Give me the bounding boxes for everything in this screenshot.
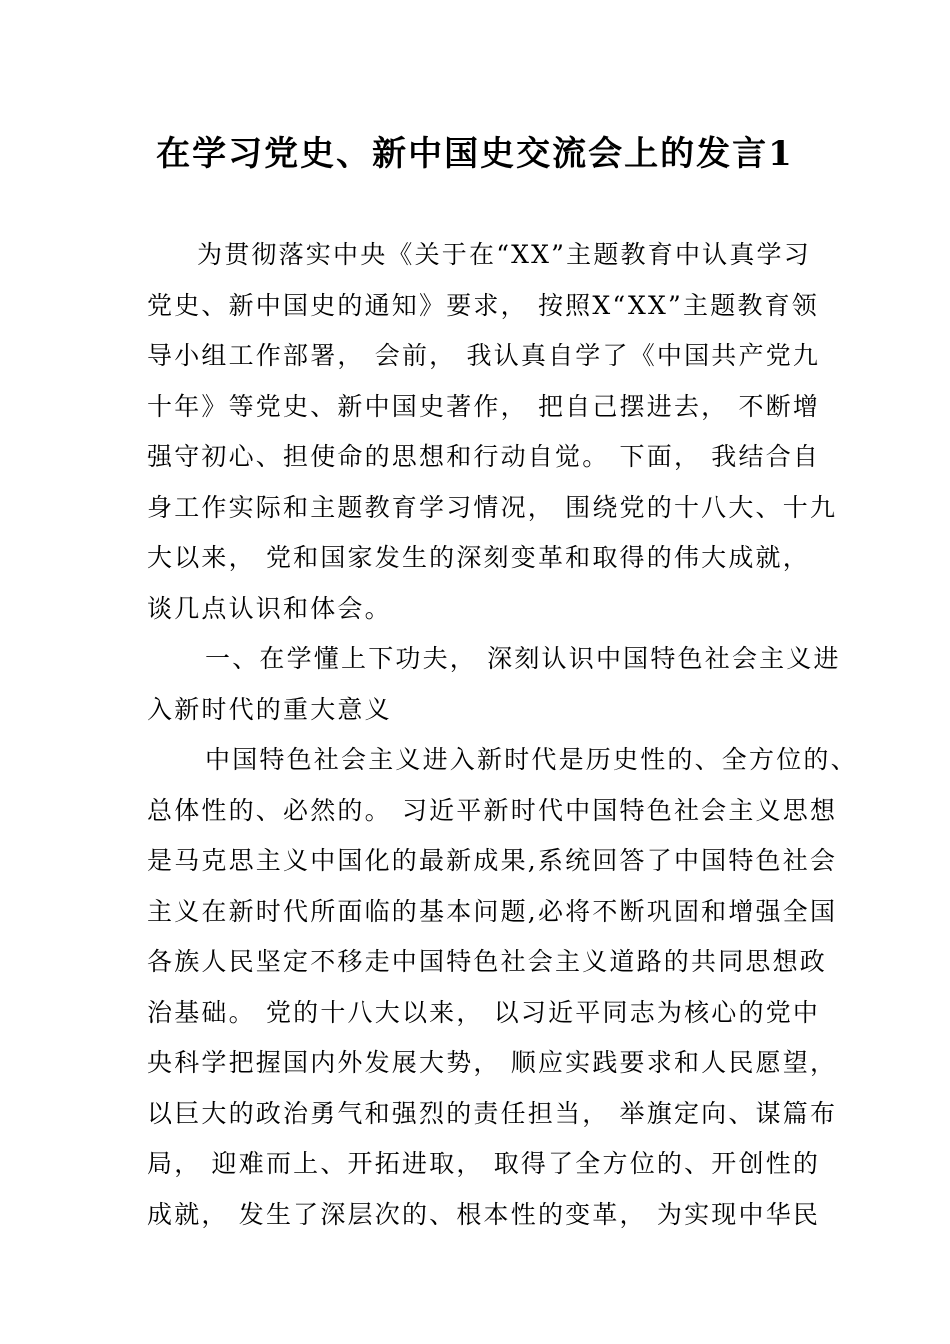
paragraph-line: 谈几点认识和体会。	[147, 593, 392, 623]
paragraph-line: 各族人民坚定不移走中国特色社会主义道路的共同思想政	[147, 947, 828, 976]
paragraph-line: 局， 迎难而上、开拓进取， 取得了全方位的、开创性的	[147, 1149, 821, 1178]
paragraph-line: 身工作实际和主题教育学习情况， 围绕党的十八大、十九	[147, 492, 838, 522]
section-heading-line: 入新时代的重大意义	[147, 694, 392, 724]
paragraph-line: 央科学把握国内外发展大势， 顺应实践要求和人民愿望，	[147, 1048, 838, 1077]
paragraph-line: 总体性的、必然的。 习近平新时代中国特色社会主义思想	[147, 795, 838, 825]
paragraph-line: 强守初心、担使命的思想和行动自觉。 下面， 我结合自	[147, 442, 821, 471]
paragraph-line: 主义在新时代所面临的基本问题,必将不断巩固和增强全国	[147, 896, 838, 926]
section-heading-line: 一、在学懂上下功夫， 深刻认识中国特色社会主义进	[205, 644, 841, 673]
paragraph-line: 成就， 发生了深层次的、根本性的变革， 为实现中华民	[147, 1199, 821, 1229]
paragraph-line: 导小组工作部署， 会前， 我认真自学了《中国共产党九	[147, 341, 821, 370]
paragraph-line: 为贯彻落实中央《关于在“XX”主题教育中认真学习	[197, 240, 811, 269]
paragraph-line: 党史、新中国史的通知》要求， 按照X“XX”主题教育领	[147, 290, 819, 320]
document-title: 在学习党史、新中国史交流会上的发言1	[156, 134, 794, 174]
paragraph-line: 大以来， 党和国家发生的深刻变革和取得的伟大成就，	[147, 543, 810, 572]
paragraph-line: 十年》等党史、新中国史著作， 把自己摆进去， 不断增	[147, 391, 821, 421]
paragraph-line: 是马克思主义中国化的最新成果,系统回答了中国特色社会	[147, 846, 838, 875]
paragraph-line: 以巨大的政治勇气和强烈的责任担当， 举旗定向、谋篇布	[147, 1098, 838, 1128]
paragraph-line: 治基础。 党的十八大以来， 以习近平同志为核心的党中	[147, 997, 821, 1027]
paragraph-line: 中国特色社会主义进入新时代是历史性的、全方位的、	[205, 745, 858, 774]
document-body	[147, 230, 858, 1240]
